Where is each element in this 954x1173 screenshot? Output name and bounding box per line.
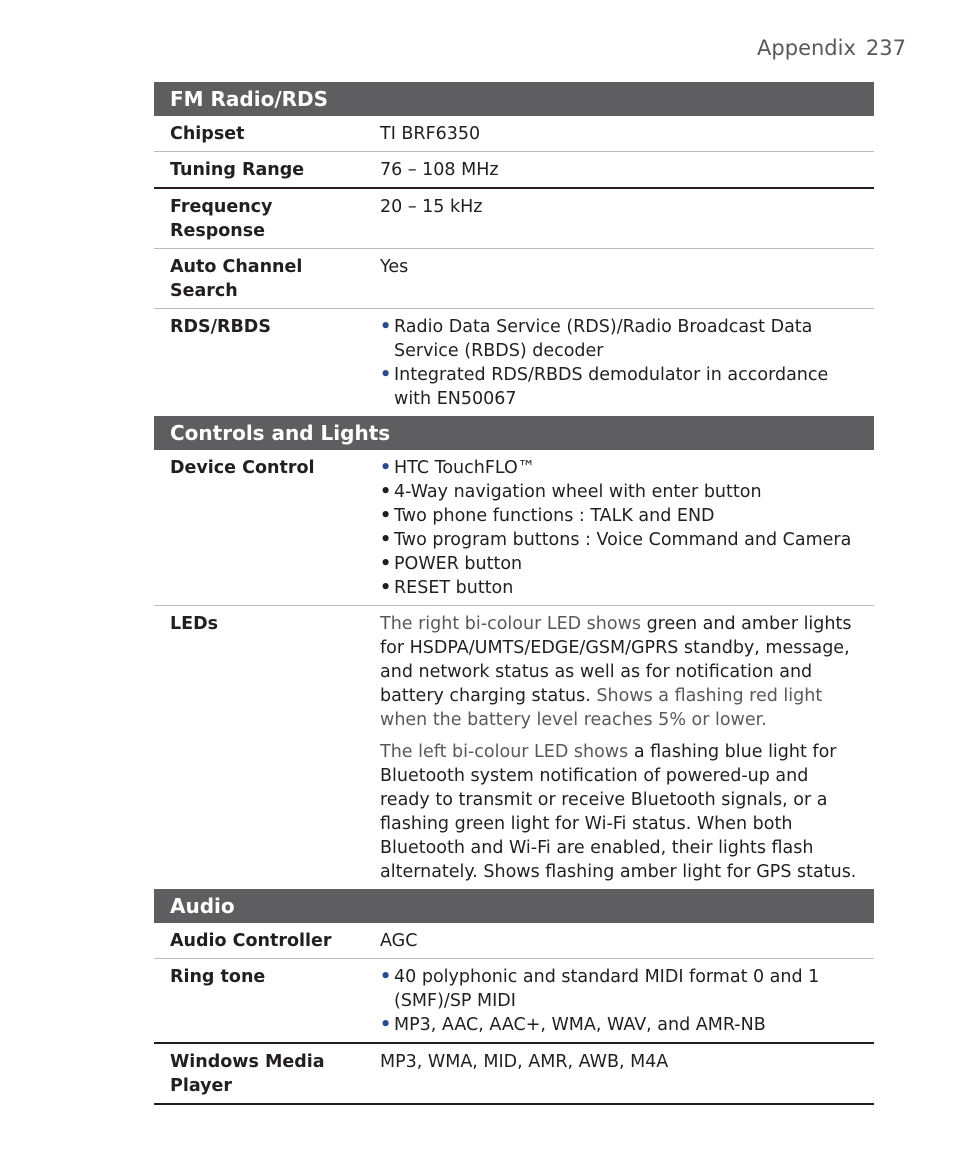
spec-row-device-control xyxy=(154,450,874,606)
spec-label-line: Player xyxy=(170,1076,233,1096)
bullet-icon: • xyxy=(380,482,392,502)
list-item-text: Radio Data Service (RDS)/Radio Broadcast Data Service (RBDS) decoder xyxy=(394,317,813,361)
text-segment: Shows a flashing red light when the battery level reaches 5% or lower. xyxy=(380,686,823,730)
spec-value xyxy=(380,315,874,411)
spec-label-line: Response xyxy=(170,221,266,241)
text-segment: The right bi-colour LED shows xyxy=(380,614,647,634)
spec-label-line: Search xyxy=(170,281,238,301)
spec-row-chipset xyxy=(154,116,874,152)
list-item-text: MP3, AAC, AAC+, WMA, WAV, and AMR-NB xyxy=(394,1015,766,1035)
text-segment: The left bi-colour LED shows xyxy=(380,742,634,762)
bullet-list xyxy=(380,315,858,411)
list-item xyxy=(380,363,858,411)
list-item xyxy=(380,480,858,504)
spec-row-windows-media-player xyxy=(154,1044,874,1105)
spec-row-leds xyxy=(154,606,874,889)
list-item-text: 4-Way navigation wheel with enter button xyxy=(394,482,762,502)
list-item-text: Two program buttons : Voice Command and Camera xyxy=(394,530,852,550)
list-item xyxy=(380,315,858,363)
list-item xyxy=(380,552,858,576)
leds-paragraph-left xyxy=(380,740,858,884)
spec-value: TI BRF6350 xyxy=(380,124,481,144)
spec-row-rds-rbds xyxy=(154,309,874,416)
spec-value xyxy=(380,456,874,600)
spec-label-line: Auto Channel xyxy=(170,257,303,277)
list-item xyxy=(380,504,858,528)
bullet-icon: • xyxy=(380,554,392,574)
bullet-icon: • xyxy=(380,1015,392,1035)
spec-row-ring-tone xyxy=(154,959,874,1044)
section-header-audio: Audio xyxy=(154,889,874,923)
bullet-icon: • xyxy=(380,317,392,337)
text-segment: green and amber lights for HSDPA/UMTS/EDGE/GSM/GPRS standby, message, and network status as well as for notification and battery charging status. xyxy=(380,614,852,706)
list-item-text: 40 polyphonic and standard MIDI format 0 and 1 (SMF)/SP MIDI xyxy=(394,967,820,1011)
text-segment: a flashing blue light for Bluetooth system notification of powered-up and ready to transmit or receive Bluetooth signals, or a flashing green light for Wi-Fi status. When both Bluetooth and Wi-Fi are enabled, their lights flash alternately. Shows flashing amber light for GPS status. xyxy=(380,742,857,882)
list-item-text: Two phone functions : TALK and END xyxy=(394,506,715,526)
page-number: 237 xyxy=(865,36,906,60)
spec-label: RDS/RBDS xyxy=(170,317,271,337)
list-item xyxy=(380,456,858,480)
spec-label xyxy=(154,255,380,303)
bullet-icon: • xyxy=(380,578,392,598)
bullet-icon: • xyxy=(380,458,392,478)
spec-label: Tuning Range xyxy=(170,160,305,180)
running-header-title: Appendix xyxy=(757,36,856,60)
list-item xyxy=(380,1013,858,1037)
section-header-controls-and-lights: Controls and Lights xyxy=(154,416,874,450)
spec-row-auto-channel-search xyxy=(154,249,874,309)
spec-label: Ring tone xyxy=(170,967,266,987)
bullet-list xyxy=(380,456,858,600)
list-item-text: RESET button xyxy=(394,578,514,598)
list-item xyxy=(380,528,858,552)
page-header xyxy=(757,36,906,60)
spec-label: LEDs xyxy=(170,614,219,634)
leds-paragraph-right xyxy=(380,612,858,732)
spec-value: 76 – 108 MHz xyxy=(380,160,499,180)
spec-row-frequency-response xyxy=(154,189,874,249)
bullet-icon: • xyxy=(380,530,392,550)
spec-label: Chipset xyxy=(170,124,245,144)
section-header-fm-radio: FM Radio/RDS xyxy=(154,82,874,116)
specifications-table xyxy=(154,82,874,1105)
spec-label-line: Windows Media xyxy=(170,1052,325,1072)
bullet-icon: • xyxy=(380,365,392,385)
spec-value: MP3, WMA, MID, AMR, AWB, M4A xyxy=(380,1052,669,1072)
list-item xyxy=(380,576,858,600)
bullet-icon: • xyxy=(380,967,392,987)
spec-label xyxy=(154,1050,380,1098)
list-item-text: Integrated RDS/RBDS demodulator in accordance with EN50067 xyxy=(394,365,829,409)
list-item-text: HTC TouchFLO™ xyxy=(394,458,536,478)
list-item xyxy=(380,965,858,1013)
spec-label: Audio Controller xyxy=(170,931,332,951)
spec-label xyxy=(154,195,380,243)
spec-label: Device Control xyxy=(170,458,315,478)
spec-value: Yes xyxy=(380,257,409,277)
spec-row-tuning-range xyxy=(154,152,874,189)
spec-value xyxy=(380,612,874,884)
spec-value: 20 – 15 kHz xyxy=(380,197,483,217)
spec-row-audio-controller xyxy=(154,923,874,959)
list-item-text: POWER button xyxy=(394,554,523,574)
spec-label-line: Frequency xyxy=(170,197,273,217)
bullet-list xyxy=(380,965,858,1037)
spec-value xyxy=(380,965,874,1037)
spec-value: AGC xyxy=(380,931,418,951)
bullet-icon: • xyxy=(380,506,392,526)
